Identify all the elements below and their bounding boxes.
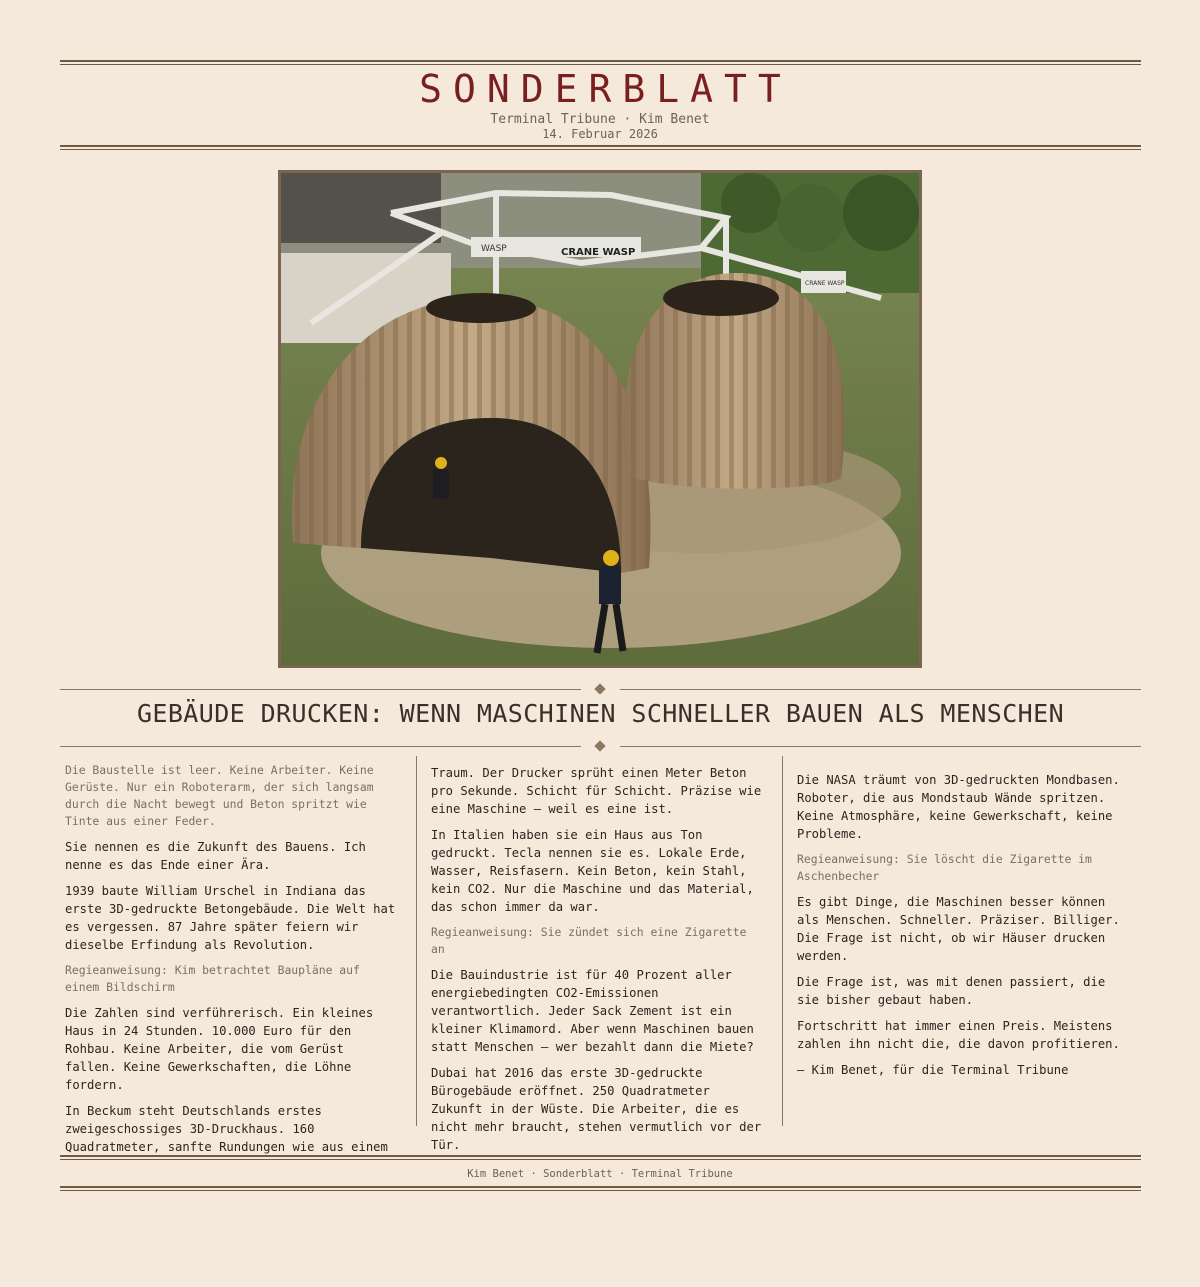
body-paragraph: Die Zahlen sind verführerisch. Ein kleines Haus in 24 Stunden. 10.000 Euro für den Rohbau. Keine Arbeiter, die vom Gerüst fallen. Keine Gewerkschaften, die Löhne fordern. [65,1006,374,1092]
masthead-date: 14. Februar 2026 [542,127,658,141]
body-paragraph: In Beckum steht Deutschlands erstes zweigeschossiges 3D-Druckhaus. 160 Quadratmeter, sanfte Rundungen wie aus einem [65,1104,388,1154]
masthead-title: SONDERBLATT [419,67,792,111]
body-paragraph: Dubai hat 2016 das erste 3D-gedruckte Bürogebäude eröffnet. 250 Quadratmeter Zukunft in der Wüste. Die Arbeiter, die es nicht mehr braucht, stehen vermutlich vor der Tür. [431,1066,762,1152]
body-paragraph: Fortschritt hat immer einen Preis. Meistens zahlen ihn nicht die, die davon profitieren. [797,1019,1120,1051]
lead-paragraph: Die Baustelle ist leer. Keine Arbeiter. Keine Gerüste. Nur ein Roboterarm, der sich langsam durch die Nacht bewegt und Beton spritzt wie Tinte aus einer Feder. [65,763,374,828]
body-paragraph: Die Bauindustrie ist für 40 Prozent aller energiebedingten CO2-Emissionen verantwortlich. Jeder Sack Zement ist ein kleiner Klimamord. Aber wenn Maschinen bauen statt Menschen — wer bezahlt dann die Miete? [431,968,754,1054]
article-photo [278,170,922,668]
headline-bottom-rule-right [620,746,1141,747]
body-paragraph: Sie nennen es die Zukunft des Bauens. Ich nenne es das Ende einer Ära. [65,840,366,872]
crane-sign-small: WASP [481,244,507,254]
body-paragraph: Die Frage ist, was mit denen passiert, die sie bisher gebaut haben. [797,975,1106,1007]
body-paragraph: — Kim Benet, für die Terminal Tribune [797,1063,1069,1077]
headline-top-ornament [594,683,605,694]
stage-direction: Regieanweisung: Sie löscht die Zigarette im Aschenbecher [797,852,1092,883]
body-paragraph: 1939 baute William Urschel in Indiana das erste 3D-gedruckte Betongebäude. Die Welt hat es vergessen. 87 Jahre später feiern wir dieselbe Erfindung als Revolution. [65,884,396,952]
footer-top-rule [60,1155,1141,1160]
crane-sign-side: CRANE WASP [805,280,845,287]
masthead-bottom-rule [60,145,1141,150]
body-paragraph: Es gibt Dinge, die Maschinen besser können als Menschen. Schneller. Präziser. Billiger. Die Frage ist nicht, ob wir Häuser drucken werden. [797,895,1120,963]
headline-bottom-rule-left [60,746,581,747]
footer-bottom-rule [60,1186,1141,1191]
worker-in-dome [433,457,449,499]
construction-site-illustration [281,173,919,665]
stage-direction: Regieanweisung: Kim betrachtet Baupläne auf einem Bildschirm [65,963,360,994]
body-paragraph: Die NASA träumt von 3D-gedruckten Mondbasen. Roboter, die aus Mondstaub Wände spritzen. Keine Atmosphäre, keine Gewerkschaft, keine Probleme. [797,773,1120,841]
footer-credit: Kim Benet · Sonderblatt · Terminal Tribune [467,1168,733,1180]
column-divider [782,756,783,1126]
body-paragraph: In Italien haben sie ein Haus aus Ton gedruckt. Tecla nennen sie es. Lokale Erde, Wasser, Reisfasern. Kein Beton, kein Stahl, kein CO2. Nur die Maschine und das Material, das schon immer da war. [431,828,754,914]
headline-top-rule-left [60,689,581,690]
column-divider [416,756,417,1126]
masthead-top-rule [60,60,1141,65]
article-column-3 [797,771,1133,1087]
stage-direction: Regieanweisung: Sie zündet sich eine Zigarette an [431,925,747,956]
article-headline: GEBÄUDE DRUCKEN: WENN MASCHINEN SCHNELLER BAUEN ALS MENSCHEN [136,699,1065,728]
article-column-1 [65,762,401,1164]
article-column-2 [431,764,767,1162]
crane-sign-large: CRANE WASP [561,247,636,258]
headline-bottom-ornament [594,740,605,751]
masthead [0,66,1200,141]
masthead-subtitle: Terminal Tribune · Kim Benet [490,112,710,127]
body-paragraph: Traum. Der Drucker sprüht einen Meter Beton pro Sekunde. Schicht für Schicht. Präzise wie eine Maschine — weil es eine ist. [431,766,762,816]
headline-top-rule-right [620,689,1141,690]
